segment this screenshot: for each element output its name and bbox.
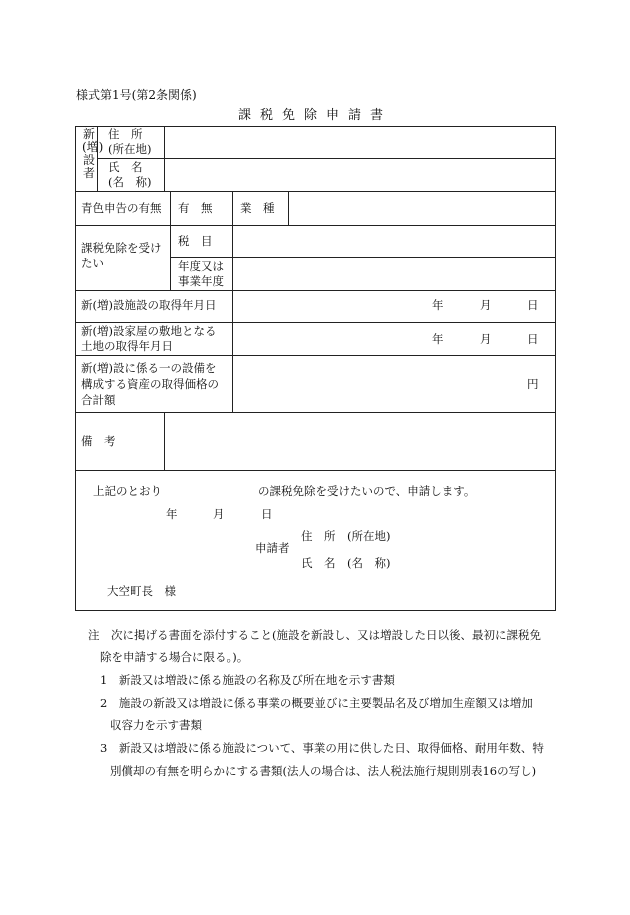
row-divider (75, 470, 556, 471)
yen-unit: 円 (527, 377, 539, 391)
day-unit: 日 (527, 298, 539, 312)
exemption-label: 課税免除を受け (81, 241, 162, 255)
fiscal-year-field[interactable] (233, 258, 555, 289)
year-unit: 年 (432, 332, 444, 346)
note-intro: 注 次に掲げる書面を添付すること(施設を新設し、又は増設した日以後、最初に課税免 (88, 628, 541, 642)
applicant-label: 申請者 (255, 541, 290, 555)
column-divider (232, 191, 233, 225)
establisher-char: 者 (82, 166, 95, 180)
declaration-month: 月 (213, 507, 225, 521)
note-item-2: 2 施設の新設又は増設に係る事業の概要並びに主要製品名及び増加生産額又は増加 (100, 696, 533, 710)
declaration-year: 年 (166, 507, 178, 521)
note-item-2-cont: 収容力を示す書類 (110, 718, 202, 732)
asset-value-label: 新(増)設に係る一の設備を (81, 361, 217, 375)
fiscal-year-label: 年度又は (178, 259, 224, 273)
month-unit: 月 (480, 332, 492, 346)
month-unit: 月 (480, 298, 492, 312)
declaration-day: 日 (261, 507, 273, 521)
remarks-label (81, 434, 156, 449)
declaration-prefix: 上記のとおり (93, 484, 162, 498)
name-sub-label: (名 称) (108, 175, 152, 189)
tax-type-blank[interactable] (170, 481, 256, 499)
establisher-char: (増) (82, 140, 104, 154)
addressee: 大空町長 様 (107, 584, 176, 598)
establisher-char: 設 (82, 153, 95, 167)
establisher-char: 新 (82, 127, 95, 141)
asset-value-label-cont: 合計額 (81, 393, 116, 407)
remarks-field[interactable] (165, 413, 555, 469)
applicant-address: 住 所 (所在地) (301, 529, 391, 543)
column-divider (97, 126, 98, 191)
note-intro-cont: 除を申請する場合に限る。)。 (100, 650, 249, 664)
remarks-label-text: 備 考 (81, 434, 116, 448)
acquisition-date-label: 新(増)設施設の取得年月日 (81, 298, 217, 312)
applicant-name: 氏 名 (名 称) (301, 556, 391, 570)
tax-item-field[interactable] (233, 226, 555, 256)
asset-value-label-cont: 構成する資産の取得価格の (81, 377, 219, 391)
name-label: 氏 名 (108, 160, 143, 174)
blue-return-label: 青色申告の有無 (81, 201, 162, 215)
day-unit: 日 (527, 332, 539, 346)
industry-field[interactable] (289, 192, 555, 224)
address-sub-label: (所在地) (108, 142, 152, 156)
note-item-3: 3 新設又は増設に係る施設について、事業の用に供した日、取得価格、耐用年数、特 (100, 741, 544, 755)
name-field[interactable] (165, 159, 555, 190)
land-date-label-cont: 土地の取得年月日 (81, 339, 173, 353)
fiscal-year-label-cont: 事業年度 (178, 274, 224, 288)
blue-return-presence[interactable]: 有 無 (178, 201, 213, 215)
establisher-group-label (82, 127, 104, 180)
year-unit: 年 (432, 298, 444, 312)
address-field[interactable] (165, 127, 555, 157)
note-item-3-cont: 別償却の有無を明らかにする書類(法人の場合は、法人税法施行規則別表16の写し) (110, 764, 537, 778)
industry-label: 業 種 (240, 201, 275, 215)
land-date-label: 新(増)設家屋の敷地となる (81, 324, 217, 338)
page-title: 課税免除申請書 (237, 108, 392, 123)
acquisition-date-field[interactable] (233, 291, 555, 321)
land-date-field[interactable] (233, 323, 555, 354)
exemption-label-cont: たい (81, 256, 104, 270)
declaration-suffix: の課税免除を受けたいので、申請します。 (258, 484, 476, 498)
column-divider (170, 191, 171, 290)
asset-value-field[interactable] (233, 356, 555, 411)
note-item-1: 1 新設又は増設に係る施設の名称及び所在地を示す書類 (100, 673, 395, 687)
form-number: 様式第1号(第2条関係) (76, 88, 197, 102)
tax-item-label: 税 目 (178, 234, 213, 248)
address-label: 住 所 (108, 127, 143, 141)
